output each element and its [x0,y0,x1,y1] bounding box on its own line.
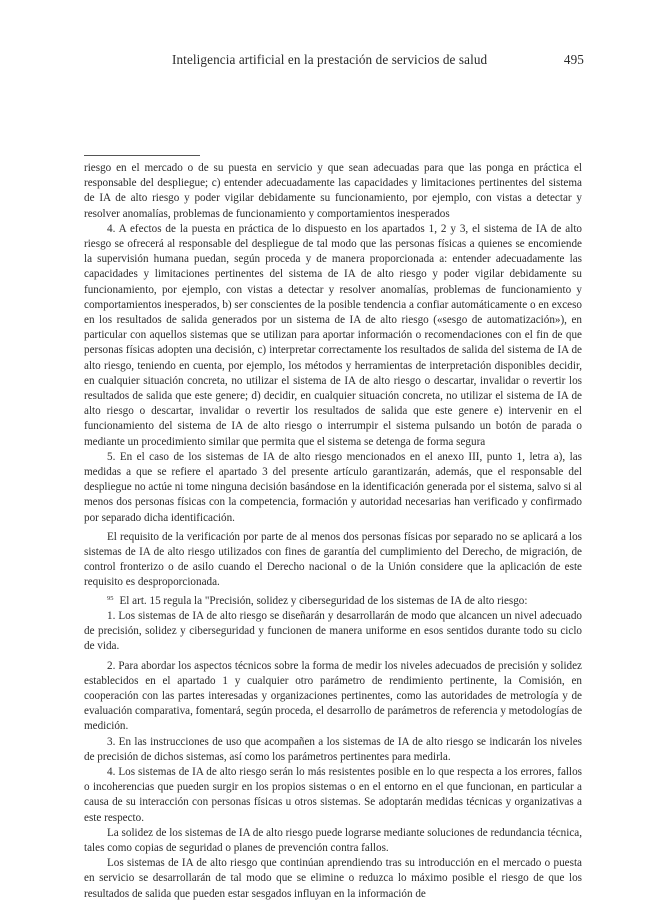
footnote-separator [84,155,200,156]
footnote-marker: 95 [107,594,114,602]
footnote-paragraph-redundancy: La solidez de los sistemas de IA de alto riesgo puede lograrse mediante soluciones de redundancia técnica, tales como copias de seguridad o planes de prevención contra fallos. [84,826,582,854]
running-title: Inteligencia artificial en la prestación de servicios de salud [172,52,488,67]
footnote-intro-text: El art. 15 regula la "Precisión, solidez y ciberseguridad de los sistemas de IA de alto riesgo: [119,594,528,607]
footnote-paragraph-1: 1. Los sistemas de IA de alto riesgo se diseñarán y desarrollarán de modo que alcancen un nivel adecuado de precisión, solidez y ciberseguridad y funcionen de manera uniforme en esos sentidos durante todo su ciclo de vida. [84,609,582,653]
footnote-paragraph-2: 2. Para abordar los aspectos técnicos sobre la forma de medir los niveles adecuados de precisión y solidez establecidos en el apartado 1 y cualquier otro parámetro de rendimiento pertinente, la Comisión, en cooperación con las partes interesadas y organizaciones pertinentes, como las autoridades de metrología y de evaluación comparativa, fomentará, según proceda, el desarrollo de parámetros de referencia y metodologías de medición. [84,659,583,733]
page-number: 495 [563,52,584,67]
paragraph-5: 5. En el caso de los sistemas de IA de alto riesgo mencionados en el anexo III, punto 1, letra a), las medidas a que se refiere el apartado 3 del presente artículo garantizarán, además, que el responsable del despliegue no actúe ni tome ninguna decisión basándose en la identificación generada por el sistema, salvo si al menos dos personas físicas con la competencia, formación y autoridad necesarias han verificado y confirmado por separado dicha identificación. [84,450,582,524]
running-header [172,52,584,70]
continued-paragraph: riesgo en el mercado o de su puesta en servicio y que sean adecuadas para que las ponga en práctica el responsable del despliegue; c) entender adecuadamente las capacidades y limitaciones pertinentes del sistema de IA de alto riesgo y poder vigilar debidamente su funcionamiento, por ejemplo, con vistas a detectar y resolver anomalías, problemas de funcionamiento y comportamientos inesperados [84,162,582,220]
paragraph-verification: El requisito de la verificación por parte de al menos dos personas físicas por separado no se aplicará a los sistemas de IA de alto riesgo utilizados con fines de garantía del cumplimiento del Derecho, de migración, de control fronterizo o de asilo cuando el Derecho nacional o de la Unión considere que la aplicación de este requisito es desproporcionada. [84,530,582,589]
footnote-paragraph-4: 4. Los sistemas de IA de alto riesgo serán lo más resistentes posible en lo que respecta a los errores, fallos o incoherencias que pueden surgir en los propios sistemas o en el entorno en el que funcionan, en particular a causa de su interacción con personas físicas u otros sistemas. Se adoptarán medidas técnicas y organizativas a este respecto. [84,765,582,824]
footnote-paragraph-learning: Los sistemas de IA de alto riesgo que continúan aprendiendo tras su introducción en el mercado o puesta en servicio se desarrollarán de tal modo que se elimine o reduzca lo máximo posible el riesgo de que los resultados de salida que pueden estar sesgados influyan en la información de [84,857,582,900]
footnote-text [84,161,582,902]
footnote-95-intro [84,591,582,609]
footnote-paragraph-3: 3. En las instrucciones de uso que acompañen a los sistemas de IA de alto riesgo se indicarán los niveles de precisión de dichos sistemas, así como los parámetros pertinentes para medirla. [84,735,582,763]
paragraph-4: 4. A efectos de la puesta en práctica de lo dispuesto en los apartados 1, 2 y 3, el sistema de IA de alto riesgo se ofrecerá al responsable del despliegue de tal modo que las personas físicas a quienes se encomiende la supervisión humana puedan, según proceda y de manera proporcionada a: entender adecuadamente las capacidades y limitaciones pertinentes del sistema de IA de alto riesgo y poder vigilar debidamente su funcionamiento, por ejemplo, con vistas a detectar y resolver anomalías, problemas de funcionamiento y comportamientos inesperados, b) ser conscientes de la posible tendencia a confiar automáticamente o en exceso en los resultados de salida generados por un sistema de IA de alto riesgo («sesgo de automatización»), en particular con aquellos sistemas que se utilizan para aportar información o recomendaciones con el fin de que personas físicas adopten una decisión, c) interpretar correctamente los resultados de salida del sistema de IA de alto riesgo, teniendo en cuenta, por ejemplo, los métodos y herramientas de interpretación disponibles decidir, en cualquier situación concreta, no utilizar el sistema de IA de alto riesgo o descartar, invalidar o revertir los resultados de salida que este genere; d) decidir, en cualquier situación concreta, no utilizar el sistema de IA de alto riesgo o descartar, invalidar o revertir los resultados de salida que este genere e) intervenir en el funcionamiento del sistema de IA de alto riesgo o interrumpir el sistema pulsando un botón de parada o mediante un procedimiento similar que permita que el sistema se detenga de forma segura [84,222,582,448]
